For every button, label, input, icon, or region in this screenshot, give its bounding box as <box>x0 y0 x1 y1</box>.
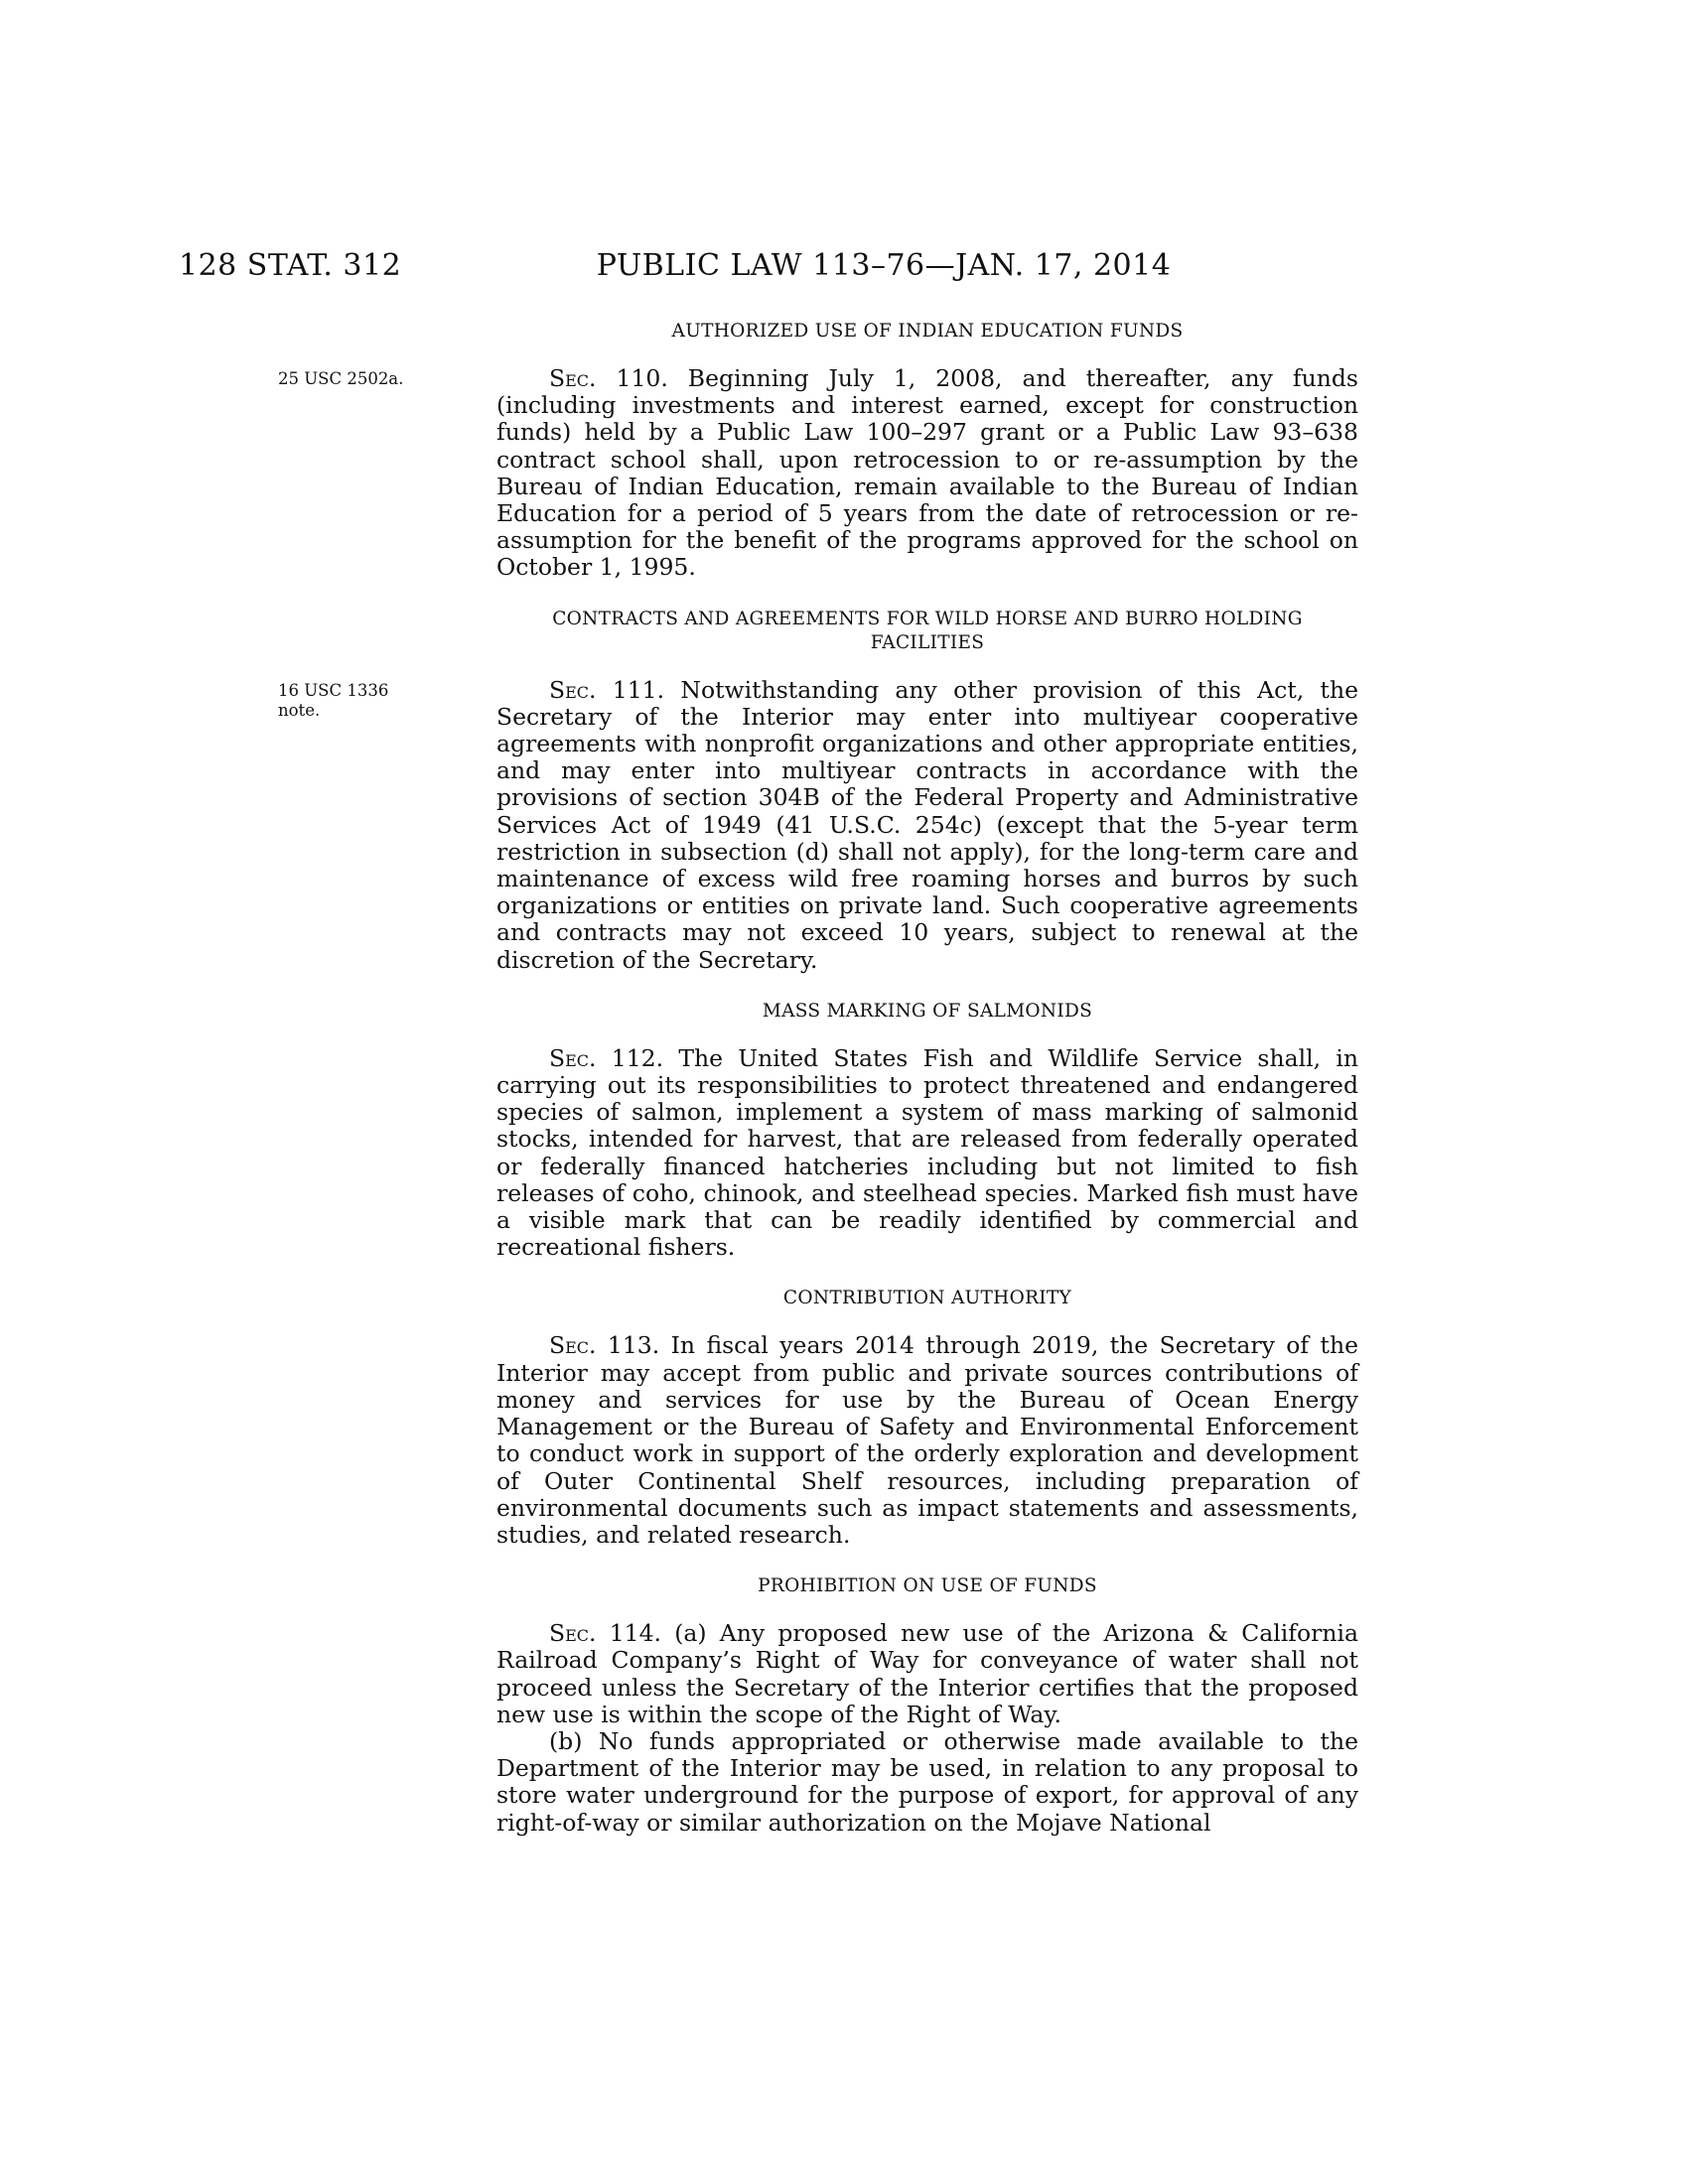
section-113-body: 113. In fiscal years 2014 through 2019, the Secretary of the Interior may accept from public and private sources contributions of money and services for use by the Bureau of Ocean Energy Management or the Bureau of Safety and Environmental Enforcement to conduct work in support of the orderly exploration and development of Outer Continental Shelf resources, including preparation of environmental documents such as impact statements and assessments, studies, and related research. <box>496 1331 1358 1549</box>
section-heading-110: AUTHORIZED USE OF INDIAN EDUCATION FUNDS <box>671 321 1184 341</box>
section-heading-114: PROHIBITION ON USE OF FUNDS <box>758 1575 1097 1597</box>
section-113-text <box>496 1332 1358 1549</box>
margin-note-111 <box>278 681 457 721</box>
sec-label: Sec. <box>549 1331 597 1360</box>
margin-note-110: 25 USC 2502a. <box>278 369 404 388</box>
section-heading-113: CONTRIBUTION AUTHORITY <box>782 1288 1072 1309</box>
section-111-body: 111. Notwithstanding any other provision of this Act, the Secretary of the Interior may enter into multiyear cooperative agreements with nonprofit organizations and other appropriate entities, and may enter into multiyear contracts in accordance with the provisions of section 304B of the Federal Property and Administrative Services Act of 1949 (41 U.S.C. 254c) (except that the 5-year term restriction in subsection (d) shall not apply), for the long-term care and maintenance of excess wild free roaming horses and burros by such organizations or entities on private land. Such cooperative agreements and contracts may not exceed 10 years, subject to renewal at the discretion of the Secretary. <box>496 675 1358 974</box>
section-110-text <box>278 364 1358 582</box>
margin-note-111-line1: 16 USC 1336 <box>278 680 389 700</box>
statute-reference: 128 STAT. 312 <box>179 248 402 283</box>
section-heading-111 <box>496 608 1358 655</box>
section-112-body: 112. The United States Fish and Wildlife Service shall, in carrying out its responsibilities to protect threatened and endangered species of salmon, implement a system of mass marking of salmonid stocks, intended for harvest, that are released from federally operated or federally financed hatcheries including but not limited to fish releases of coho, chinook, and steelhead species. Marked fish must have a visible mark that can be readily identified by commercial and recreational fishers. <box>496 1043 1358 1262</box>
section-114a-text <box>496 1620 1358 1728</box>
section-110-body: 110. Beginning July 1, 2008, and thereafter, any funds (including investments and interest earned, except for construction funds) held by a Public Law 100–297 grant or a Public Law 93–638 contract school shall, upon retrocession to or re-assumption by the Bureau of Indian Education, remain available to the Bureau of Indian Education for a period of 5 years from the date of retrocession or re-assumption for the benefit of the programs approved for the school on October 1, 1995. <box>496 364 1358 582</box>
page-body <box>278 320 1358 1837</box>
section-heading-111-line2: FACILITIES <box>870 631 985 653</box>
page-header <box>0 248 1688 288</box>
section-heading-111-line1: CONTRACTS AND AGREEMENTS FOR WILD HORSE AND BURRO HOLDING <box>552 608 1303 629</box>
section-111-text <box>278 675 1358 974</box>
section-114b-text: (b) No funds appropriated or otherwise made available to the Department of the Interior may be used, in relation to any proposal to store water underground for the purpose of export, for approval of any right-of-way or similar authorization on the Mojave National <box>496 1726 1358 1837</box>
section-heading-112: MASS MARKING OF SALMONIDS <box>762 1000 1093 1022</box>
sec-label: Sec. <box>549 364 597 392</box>
margin-note-111-line2: note. <box>278 700 321 720</box>
section-114a-body: 114. (a) Any proposed new use of the Arizona & California Railroad Company’s Right of Way for conveyance of water shall not proceed unless the Secretary of the Interior certifies that the proposed new use is within the scope of the Right of Way. <box>496 1619 1358 1728</box>
section-112-text <box>496 1045 1358 1262</box>
sec-label: Sec. <box>549 1043 597 1072</box>
sec-label: Sec. <box>549 675 597 704</box>
public-law-title: PUBLIC LAW 113–76—JAN. 17, 2014 <box>596 248 1172 283</box>
sec-label: Sec. <box>549 1619 597 1648</box>
